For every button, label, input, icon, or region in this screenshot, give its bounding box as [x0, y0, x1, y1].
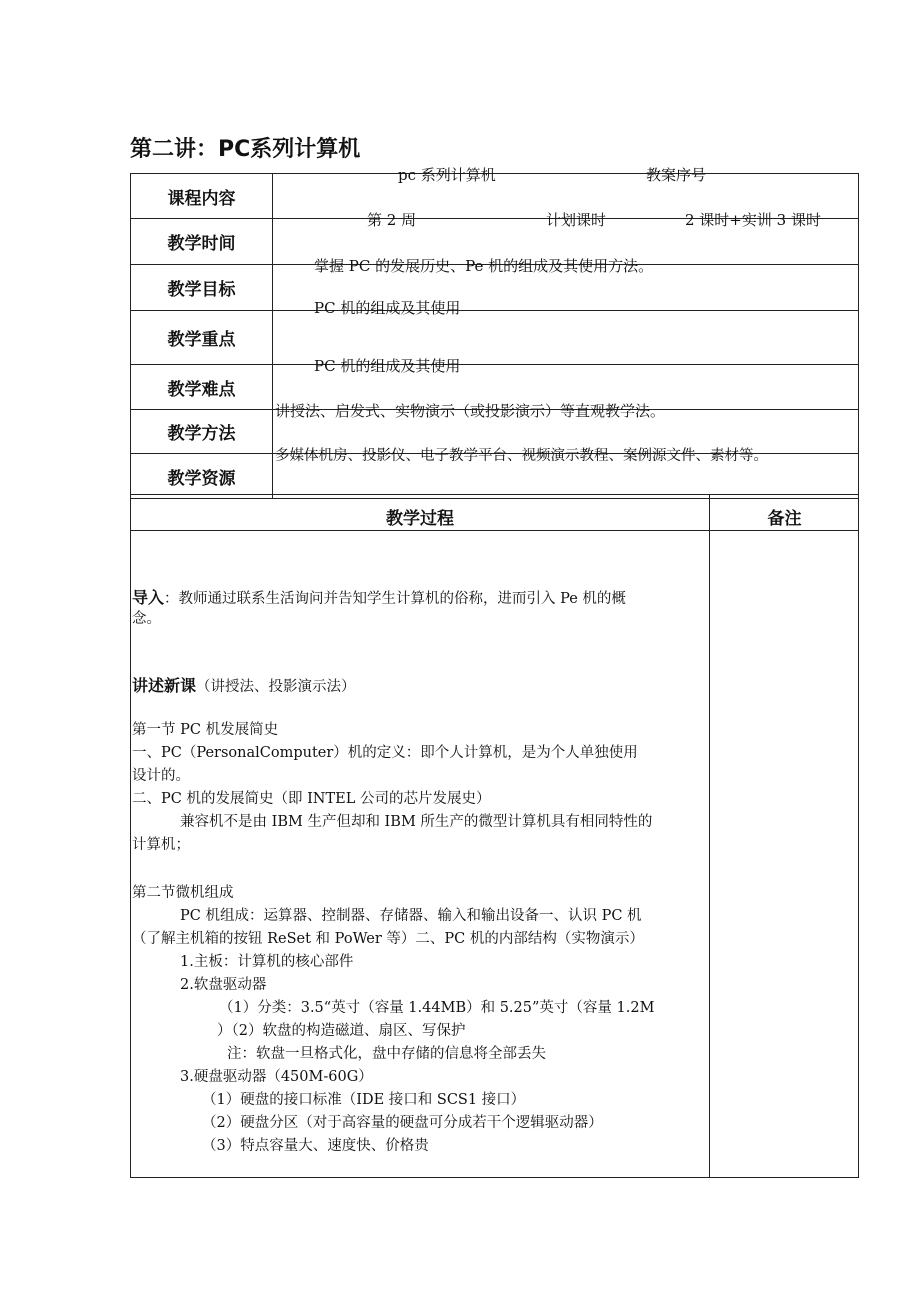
floppy-line: 2.软盘驱动器	[180, 977, 267, 993]
method-label: 教学方法	[131, 410, 273, 454]
compatible-line: 兼容机不是由 IBM 生产但却和 IBM 所生产的微型计算机具有相同特性的	[180, 814, 653, 830]
resource-value: 多媒体机房、投影仪、电子教学平台、视频演示教程、案例源文件、素材等。	[275, 448, 768, 464]
hours-value: 2 课时+实训 3 课时	[685, 211, 821, 229]
course-label: 课程内容	[131, 174, 273, 219]
components-line-cont: （了解主机箱的按钮 ReSet 和 PoWer 等）二、PC 机的内部结构（实物演示）	[132, 931, 644, 947]
teaching-process-section	[130, 494, 859, 1178]
hours-label: 计划课时	[546, 211, 607, 229]
new-lesson-heading	[132, 674, 356, 699]
process-header: 教学过程	[386, 509, 454, 529]
floppy-note-line: 注：软盘一旦格式化，盘中存储的信息将全部丢失	[227, 1046, 546, 1062]
time-label: 教学时间	[131, 219, 273, 265]
header-divider	[131, 530, 858, 531]
definition-line-cont: 设计的。	[132, 768, 190, 784]
components-line: PC 机组成：运算器、控制器、存储器、输入和输出设备一、认识 PC 机	[180, 908, 642, 924]
intro-line1: ：教师通过联系生活询问并告知学生计算机的俗称，进而引入 Pe 机的概	[164, 591, 626, 607]
intro-paragraph	[132, 586, 626, 611]
row-goal	[131, 265, 859, 311]
intro-line2: 念。	[132, 611, 161, 627]
intro-label: 导入	[132, 588, 165, 607]
resource-cell	[273, 448, 859, 499]
compatible-line-cont: 计算机；	[132, 837, 190, 853]
history-line: 二、PC 机的发展简史（即 INTEL 公司的芯片发展史）	[132, 791, 491, 807]
difficulty-value: PC 机的组成及其使用	[314, 357, 461, 375]
new-label: 讲述新课	[132, 676, 197, 695]
section2-title: 第二节微机组成	[132, 885, 234, 901]
floppy-types-line: （1）分类：3.5“英寸（容量 1.44MB）和 5.25”英寸（容量 1.2M	[219, 1000, 655, 1016]
harddisk-line: 3.硬盘驱动器（450M-60G）	[180, 1069, 373, 1085]
method-value: 讲授法、启发式、实物演示（或投影演示）等直观教学法。	[275, 402, 666, 420]
harddisk-partition-line: （2）硬盘分区（对于高容量的硬盘可分成若干个逻辑驱动器）	[202, 1115, 603, 1131]
mainboard-line: 1.主板：计算机的核心部件	[180, 954, 354, 970]
time-value: 第 2 周	[367, 211, 417, 229]
plan-no-label: 教案序号	[646, 166, 707, 184]
key-value: PC 机的组成及其使用	[314, 299, 461, 317]
goal-label: 教学目标	[131, 265, 273, 311]
difficulty-label: 教学难点	[131, 365, 273, 410]
page-title: 第二讲：PC系列计算机	[130, 137, 361, 162]
notes-header: 备注	[767, 509, 802, 529]
key-label: 教学重点	[131, 311, 273, 365]
goal-value: 掌握 PC 的发展历史、Pe 机的组成及其使用方法。	[314, 257, 654, 275]
course-value: pc 系列计算机	[398, 166, 496, 184]
column-divider	[709, 495, 710, 1177]
resource-label: 教学资源	[131, 454, 273, 499]
definition-line: 一、PC（PersonalComputer）机的定义：即个人计算机，是为个人单独使用	[132, 745, 638, 761]
harddisk-interface-line: （1）硬盘的接口标准（IDE 接口和 SCS1 接口）	[202, 1092, 526, 1108]
new-method: （讲授法、投影演示法）	[196, 679, 356, 695]
lesson-info-table	[130, 166, 859, 499]
row-key	[131, 311, 859, 365]
row-resource	[131, 454, 859, 499]
floppy-structure-line: ）（2）软盘的构造磁道、扇区、写保护	[217, 1023, 466, 1039]
section1-title: 第一节 PC 机发展简史	[132, 722, 279, 738]
harddisk-features-line: （3）特点容量大、速度快、价格贵	[202, 1138, 429, 1154]
